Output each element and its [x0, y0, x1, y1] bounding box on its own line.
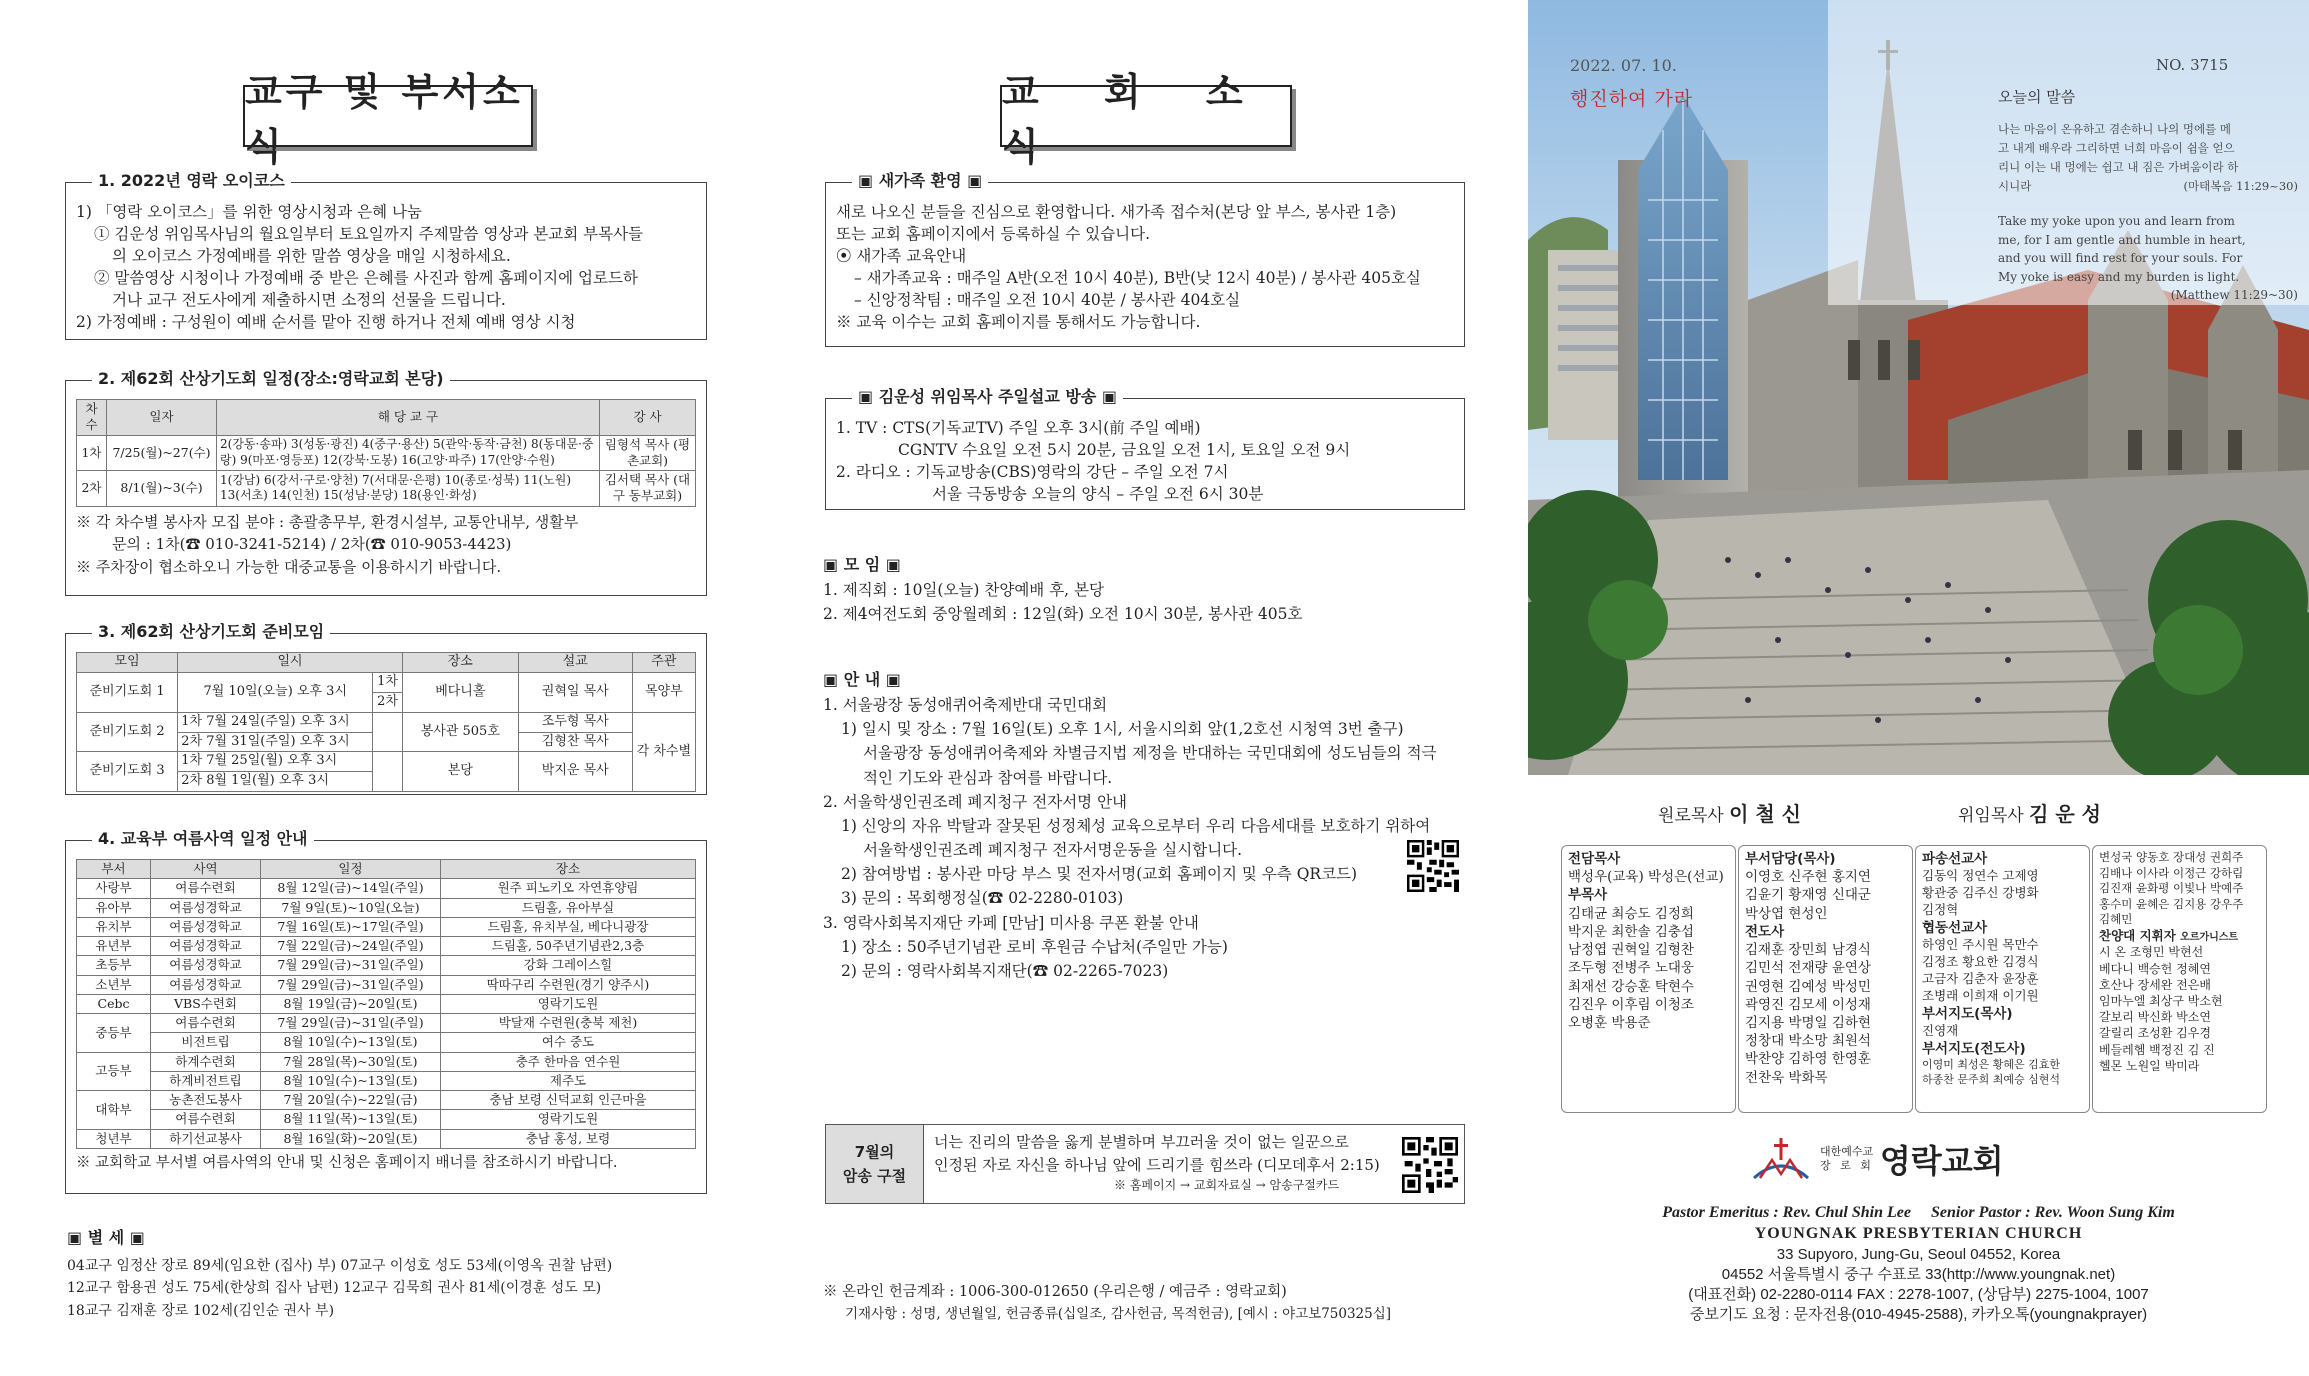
- church-photo: [1528, 0, 2309, 775]
- memory-verse-label: 7월의 암송 구절: [826, 1125, 924, 1203]
- new-family-line: – 새가족교육 : 매주일 A반(오전 10시 40분), B반(낮 12시 40분) / 봉사관 405호실: [854, 269, 1421, 287]
- notice-line: 서울광장 동성애퀴어축제와 차별금지법 제정을 반대하는 국민대회에 성도님들의 적극: [863, 744, 1437, 763]
- church-building-image: [1528, 0, 2309, 775]
- word-english: Take my yoke upon you and learn from me, for I am gentle and humble in heart, and you will find rest for your souls. For My yoke is easy and my burden is light. (Matthew 11:29~30): [1998, 214, 2298, 303]
- notice-line: 3) 문의 : 목회행정실(☎ 02-2280-0103): [841, 889, 1124, 908]
- table-row: 대학부 농촌전도봉사 7월 20일(수)~22일(금) 충남 보령 신덕교회 인근마을: [77, 1091, 696, 1110]
- table-row: 초등부 여름성경학교 7월 29일(금)~31일(주일) 강화 그레이스힐: [77, 956, 696, 975]
- prep-meeting-section: [65, 622, 707, 795]
- online-offering-info: [823, 1282, 1391, 1324]
- church-logo-icon: [1750, 1134, 1812, 1184]
- prayer-meeting-schedule: [65, 369, 707, 596]
- obituary-list: [67, 1255, 612, 1322]
- senior-pastor: 위임목사 김 운 성: [1958, 802, 2101, 826]
- prep-meeting-table: 모임 일시 장소 설교 주관 준비기도회 1 7월 10일(오늘) 오후 3시 1차 베다니홀 권혁일 목사 목양부 2차 준비기도회 2 1차 7월 24일(주일) 오후 3시 봉사관 505호 조두형 목사 각 차수별 2차 7월 31일(주일) 오후 3시 김형찬 목사 준비기도회 3 1차 7월 25일(월) 오후 3시 본당 박지운 목사 2차 8월 1일(월) 오후 3시: [76, 652, 696, 792]
- table-row: Cebc VBS수련회 8월 19일(금)~20일(토) 영락기도원: [77, 994, 696, 1013]
- table-row: 비전트립 8월 10일(수)~13일(토) 여수 중도: [77, 1033, 696, 1052]
- obituary-line: 12교구 함용권 성도 75세(한상희 집사 남편) 12교구 김묵희 권사 81세(이경훈 성도 모): [67, 1280, 602, 1297]
- church-news-column: [815, 0, 1480, 1376]
- address-english: 33 Supyoro, Jung-Gu, Seoul 04552, Korea: [1776, 1246, 2061, 1263]
- notice-line: 1) 일시 및 장소 : 7월 16일(토) 오후 1시, 서울시의회 앞(1,2호선 시청역 3번 출구): [841, 720, 1404, 739]
- table-row: 유아부 여름성경학교 7월 9일(토)~10일(오늘) 드림홀, 유아부실: [77, 898, 696, 917]
- table-row: 유년부 여름성경학교 7월 22일(금)~24일(주일) 드림홀, 50주년기념관2,3층: [77, 937, 696, 956]
- notice-line: 1) 신앙의 자유 박탈과 잘못된 성정체성 교육으로부터 우리 다음세대를 보호하기 위하여: [841, 816, 1431, 835]
- church-name: 영락교회: [1879, 1142, 2004, 1180]
- pastors-english: Pastor Emeritus : Rev. Chul Shin Lee Senior Pastor : Rev. Woon Sung Kim: [1662, 1204, 2175, 1221]
- word-korean: 나는 마음이 온유하고 겸손하니 나의 멍에를 메 고 내게 배우라 그리하면 너희 마음이 쉼을 얻으 리니 이는 내 멍에는 쉽고 내 짐은 가벼움이라 하 시니라 (마태복음 11:29~30): [1998, 122, 2298, 193]
- sermon-broadcast-title: ▣ 김운성 위임목사 주일설교 방송 ▣: [852, 386, 1123, 409]
- sermon-broadcast-section: [825, 387, 1465, 510]
- offering-note: 기재사항 : 성명, 생년월일, 헌금종류(십일조, 감사헌금, 목적헌금), [예시 : 야고보750325십]: [845, 1305, 1392, 1322]
- table-row: 청년부 하기선교봉사 8월 16일(화)~20일(토) 충남 홍성, 보령: [77, 1129, 696, 1148]
- oikos-line: ② 말씀영상 시청이나 가정예배 중 받은 은혜를 사진과 함께 홈페이지에 업로드하: [94, 269, 638, 287]
- education-summer-table: 부서 사역 일정 장소 사랑부 여름수련회 8월 12일(금)~14일(주일) 원주 피노키오 자연휴양림 유아부 여름성경학교 7월 9일(토)~10일(오늘) 드림홀, 유아부실 유치부 여름성경학교 7월 16일(토)~17일(주일) 드림홀, 유치부실, 베다니광장 유년부 여름성경학교 7월 22일(금)~24일(주일) 드림홀, 50주년기념관2,3층 초등부 여름성경학교 7월 29일(금)~31일(주일) 강화 그레이스힐 소년부 여름성경학교 7월 29일(금)~31일(주일) 딱따구리 수련원(경기 양주시) Cebc VBS수련회 8월 19일(금)~20일(토) 영락기도원 중등부 여름수련회 7월 29일(금)~31일(주일) 박달재 수련원(충북 제천) 비전트립 8월 10일(수)~13일(토) 여수 중도 고등부 하계수련회 7월 28일(목)~30일(토) 충주 한마음 연수원 하계비전트립 8월 10일(수)~13일(토) 제주도 대학부 농촌전도봉사 7월 20일(수)~22일(금) 충남 보령 신덕교회 인근마을 여름수련회 8월 11일(목)~13일(토) 영락기도원 청년부 하기선교봉사 8월 16일(화)~20일(토) 충남 홍성, 보령: [76, 859, 696, 1149]
- theme-text: 행진하여 가라: [1570, 88, 1694, 110]
- education-summer-title: 4. 교육부 여름사역 일정 안내: [92, 828, 314, 851]
- table-row: 고등부 하계수련회 7월 28일(목)~30일(토) 충주 한마음 연수원: [77, 1052, 696, 1071]
- prayer-note: 문의 : 1차(☎ 010-3241-5214) / 2차(☎ 010-9053-4423): [112, 535, 512, 553]
- church-denomination: 대한예수교 장 로 회: [1820, 1144, 1874, 1172]
- table-row: 유치부 여름성경학교 7월 16일(토)~17일(주일) 드림홀, 유치부실, 베다니광장: [77, 917, 696, 936]
- prayer-note: ※ 주차장이 협소하오니 가능한 대중교통을 이용하시기 바랍니다.: [76, 557, 502, 576]
- broadcast-line: CGNTV 수요일 오전 5시 20분, 금요일 오전 1시, 토요일 오전 9시: [898, 441, 1351, 459]
- verse-path: ※ 홈페이지 → 교회자료실 → 암송구절카드: [1114, 1178, 1340, 1192]
- notice-line: 2. 서울학생인권조례 폐지청구 전자서명 안내: [823, 792, 1128, 811]
- issue-number: NO. 3715: [2156, 56, 2229, 74]
- education-summer-section: [65, 829, 707, 1194]
- oikos-title: 1. 2022년 영락 오이코스: [92, 170, 291, 193]
- prayer-schedule-table: 차수 일자 해 당 교 구 강 사 1차 7/25(월)~27(수) 2(강동·송파) 3(성동·광진) 4(중구·용산) 5(관악·동작·금천) 8(동대문·중랑) 9(마포·영등포) 12(강북·도봉) 16(고양·파주) 17(안양·수원) 림형석 목사 (평촌교회) 2차 8/1(월)~3(수) 1(강남) 6(강서·구로·양천) 7(서대문·은평) 10(종로·성북) 11(노원) 13(서초) 14(인천) 15(성남·분당) 18(용인·화성) 김서택 목사 (대구 동부교회): [76, 399, 696, 507]
- meeting-line: 2. 제4여전도회 중앙월례회 : 12일(화) 오전 10시 30분, 봉사관 405호: [823, 605, 1303, 624]
- offering-account: ※ 온라인 헌금계좌 : 1006-300-012650 (우리은행 / 예금주 : 영락교회): [823, 1284, 1287, 1300]
- broadcast-line: 1. TV : CTS(기독교TV) 주일 오후 3시(前 주일 예배): [836, 419, 1201, 437]
- staff-pastors: 전담목사 백성우(교육) 박성은(선교) 부목사 김태균 최승도 김정희 박지운 최한솔 김충섭 남정엽 권혁일 김형찬 조두형 전병주 노대웅 최재선 강승훈 탁현수 김진우 이후림 이청조 오병훈 박용준: [1561, 845, 1736, 1113]
- new-family-title: ▣ 새가족 환영 ▣: [852, 170, 988, 193]
- new-family-line: – 신앙정착팀 : 매주일 오전 10시 40분 / 봉사관 404호실: [854, 291, 1241, 309]
- new-family-section: [825, 171, 1465, 347]
- table-row: 중등부 여름수련회 7월 29일(금)~31일(주일) 박달재 수련원(충북 제천): [77, 1014, 696, 1033]
- new-family-line: ※ 교육 이수는 교회 홈페이지를 통해서도 가능합니다.: [836, 313, 1201, 331]
- notice-title: ▣ 안 내 ▣: [823, 670, 901, 689]
- table-row: 하계비전트립 8월 10일(수)~13일(토) 제주도: [77, 1071, 696, 1090]
- notice-line: 1) 장소 : 50주년기념관 로비 후원금 수납처(주일만 가능): [841, 937, 1228, 956]
- memory-verse-box: [825, 1124, 1465, 1204]
- notice-line: 적인 기도와 관심과 참여를 바랍니다.: [863, 768, 1113, 787]
- district-news-title: 교구 및 부서소식: [243, 85, 533, 147]
- table-row: 1차 7/25(월)~27(수) 2(강동·송파) 3(성동·광진) 4(중구·용산) 5(관악·동작·금천) 8(동대문·중랑) 9(마포·영등포) 12(강북·도봉) 16(고양·파주) 17(안양·수원) 림형석 목사 (평촌교회): [77, 435, 696, 471]
- oikos-line: 1) 「영락 오이코스」를 위한 영상시청과 은혜 나눔: [76, 203, 422, 221]
- meeting-title: ▣ 모 임 ▣: [823, 555, 901, 574]
- table-row: 2차 8/1(월)~3(수) 1(강남) 6(강서·구로·양천) 7(서대문·은평) 10(종로·성북) 11(노원) 13(서초) 14(인천) 15(성남·분당) 18(용인·화성) 김서택 목사 (대구 동부교회): [77, 471, 696, 507]
- new-family-line: 또는 교회 홈페이지에서 등록하실 수 있습니다.: [836, 225, 1151, 243]
- oikos-line: 의 오이코스 가정예배를 위한 말씀 영상을 매일 시청하세요.: [112, 247, 511, 265]
- new-family-line: 새로 나오신 분들을 진심으로 환영합니다. 새가족 접수처(본당 앞 부스, 봉사관 1층): [836, 203, 1397, 221]
- pastor-emeritus: 원로목사 이 철 신: [1658, 802, 1801, 826]
- church-news-title: 교 회 소 식: [1000, 85, 1292, 147]
- notice-list: [823, 693, 1437, 983]
- cover-column: [1528, 0, 2309, 1376]
- phone-info: (대표전화) 02-2280-0114 FAX : 2278-1007, (상담부) 2275-1004, 1007: [1688, 1286, 2149, 1303]
- new-family-line: ⦿ 새가족 교육안내: [836, 247, 967, 265]
- staff-missionaries: 파송선교사 김동익 정연수 고제영 황관중 김주신 강병화 김정혁 협동선교사 하영인 주시원 목만수 김정조 황요한 김경식 고금자 김춘자 윤장훈 조병래 이희재 이기원 부서지도(목사) 진영재 부서지도(전도사) 이영미 최성은 황혜은 김효한 하종찬 문주희 최예승 심현석: [1915, 845, 2090, 1113]
- e-signature-qr-icon[interactable]: [1407, 840, 1459, 892]
- meeting-list: [823, 578, 1302, 626]
- oikos-section: [65, 171, 707, 340]
- table-row: 소년부 여름성경학교 7월 29일(금)~31일(주일) 딱따구리 수련원(경기 양주시): [77, 975, 696, 994]
- oikos-line: 2) 가정예배 : 구성원이 예배 순서를 맡아 진행 하거나 전체 예배 영상 시청: [76, 313, 576, 331]
- notice-line: 2) 문의 : 영락사회복지재단(☎ 02-2265-7023): [841, 961, 1169, 980]
- prayer-note: ※ 각 차수별 봉사자 모집 분야 : 총괄총무부, 환경시설부, 교통안내부, 생활부: [76, 512, 579, 531]
- issue-date: 2022. 07. 10.: [1570, 56, 1677, 75]
- notice-line: 1. 서울광장 동성애퀴어축제반대 국민대회: [823, 696, 1108, 714]
- verse-line: 인정된 자로 자신을 하나님 앞에 드리기를 힘쓰라 (디모데후서 2:15): [934, 1155, 1380, 1174]
- church-logo: [1750, 1134, 2004, 1184]
- meeting-line: 1. 제직회 : 10일(오늘) 찬양예배 후, 본당: [823, 581, 1104, 599]
- table-row: 여름수련회 8월 11일(목)~13일(토) 영락기도원: [77, 1110, 696, 1129]
- broadcast-line: 서울 극동방송 오늘의 양식 – 주일 오전 6시 30분: [932, 485, 1264, 503]
- notice-line: 3. 영락사회복지재단 카페 [만남] 미사용 쿠폰 환불 안내: [823, 913, 1199, 932]
- district-news-column: [55, 0, 720, 1376]
- obituary-line: 18교구 김재훈 장로 102세(김인순 권사 부): [67, 1302, 335, 1319]
- broadcast-line: 2. 라디오 : 기독교방송(CBS)영락의 강단 – 주일 오전 7시: [836, 463, 1229, 481]
- address-korean: 04552 서울특별시 중구 수표로 33(http://www.youngnak.net): [1721, 1266, 2116, 1283]
- verse-line: 너는 진리의 말씀을 옳게 분별하며 부끄러울 것이 없는 일꾼으로: [934, 1133, 1349, 1151]
- oikos-line: 거나 교구 전도사에게 제출하시면 소정의 선물을 드립니다.: [112, 291, 506, 309]
- memory-verse-qr-icon[interactable]: [1402, 1137, 1458, 1193]
- table-row: 사랑부 여름수련회 8월 12일(금)~14일(주일) 원주 피노키오 자연휴양림: [77, 879, 696, 898]
- prep-meeting-title: 3. 제62회 산상기도회 준비모임: [92, 621, 330, 644]
- notice-line: 서울학생인권조례 폐지청구 전자서명운동을 실시합니다.: [863, 841, 1243, 860]
- obituary-title: ▣ 별 세 ▣: [67, 1228, 145, 1247]
- education-note: ※ 교회학교 부서별 여름사역의 안내 및 신청은 홈페이지 배너를 참조하시기 바랍니다.: [76, 1154, 618, 1171]
- staff-choir: 변성국 양동호 장대성 권희주 김배나 이사라 이정근 강하림 김진재 윤화평 이빛나 박예주 홍수미 윤혜은 김지용 강우주 김혜민 찬양대 지휘자 오르가니스트 시 온 조형민 박현선 베다니 백승헌 정혜연 호산나 장세완 전은배 임마누엘 최상구 박소현 갈보리 박신화 박소연 갈릴리 조성환 김우경 베들레헴 백정진 김 진 헬몬 노원일 박미라: [2092, 845, 2267, 1113]
- prayer-meeting-title: 2. 제62회 산상기도회 일정(장소:영락교회 본당): [92, 368, 450, 391]
- obituary-line: 04교구 임정산 장로 89세(임요한 (집사) 부) 07교구 이성호 성도 53세(이영옥 권찰 남편): [67, 1258, 613, 1274]
- staff-ministers: 부서담당(목사) 이영호 신주현 홍지연 김윤기 황재영 신대군 박상엽 현성인 전도사 김재훈 장민희 남경식 김민석 전재량 윤연상 권영현 김예성 박성민 곽영진 김모세 이성재 김지용 박명일 김하현 정창대 박소망 최원석 박찬양 김하영 한영훈 전찬욱 박화목: [1738, 845, 1913, 1113]
- memory-verse-text: [924, 1125, 1390, 1203]
- church-english-name: YOUNGNAK PRESBYTERIAN CHURCH: [1754, 1225, 2083, 1242]
- word-title: 오늘의 말씀: [1998, 88, 2076, 106]
- prayer-request: 중보기도 요청 : 문자전용(010-4945-2588), 카카오톡(youngnakprayer): [1689, 1306, 2148, 1323]
- notice-line: 2) 참여방법 : 봉사관 마당 부스 및 전자서명(교회 홈페이지 및 우측 QR코드): [841, 865, 1358, 884]
- oikos-line: ① 김운성 위임목사님의 월요일부터 토요일까지 주제말씀 영상과 본교회 부목사들: [94, 225, 644, 243]
